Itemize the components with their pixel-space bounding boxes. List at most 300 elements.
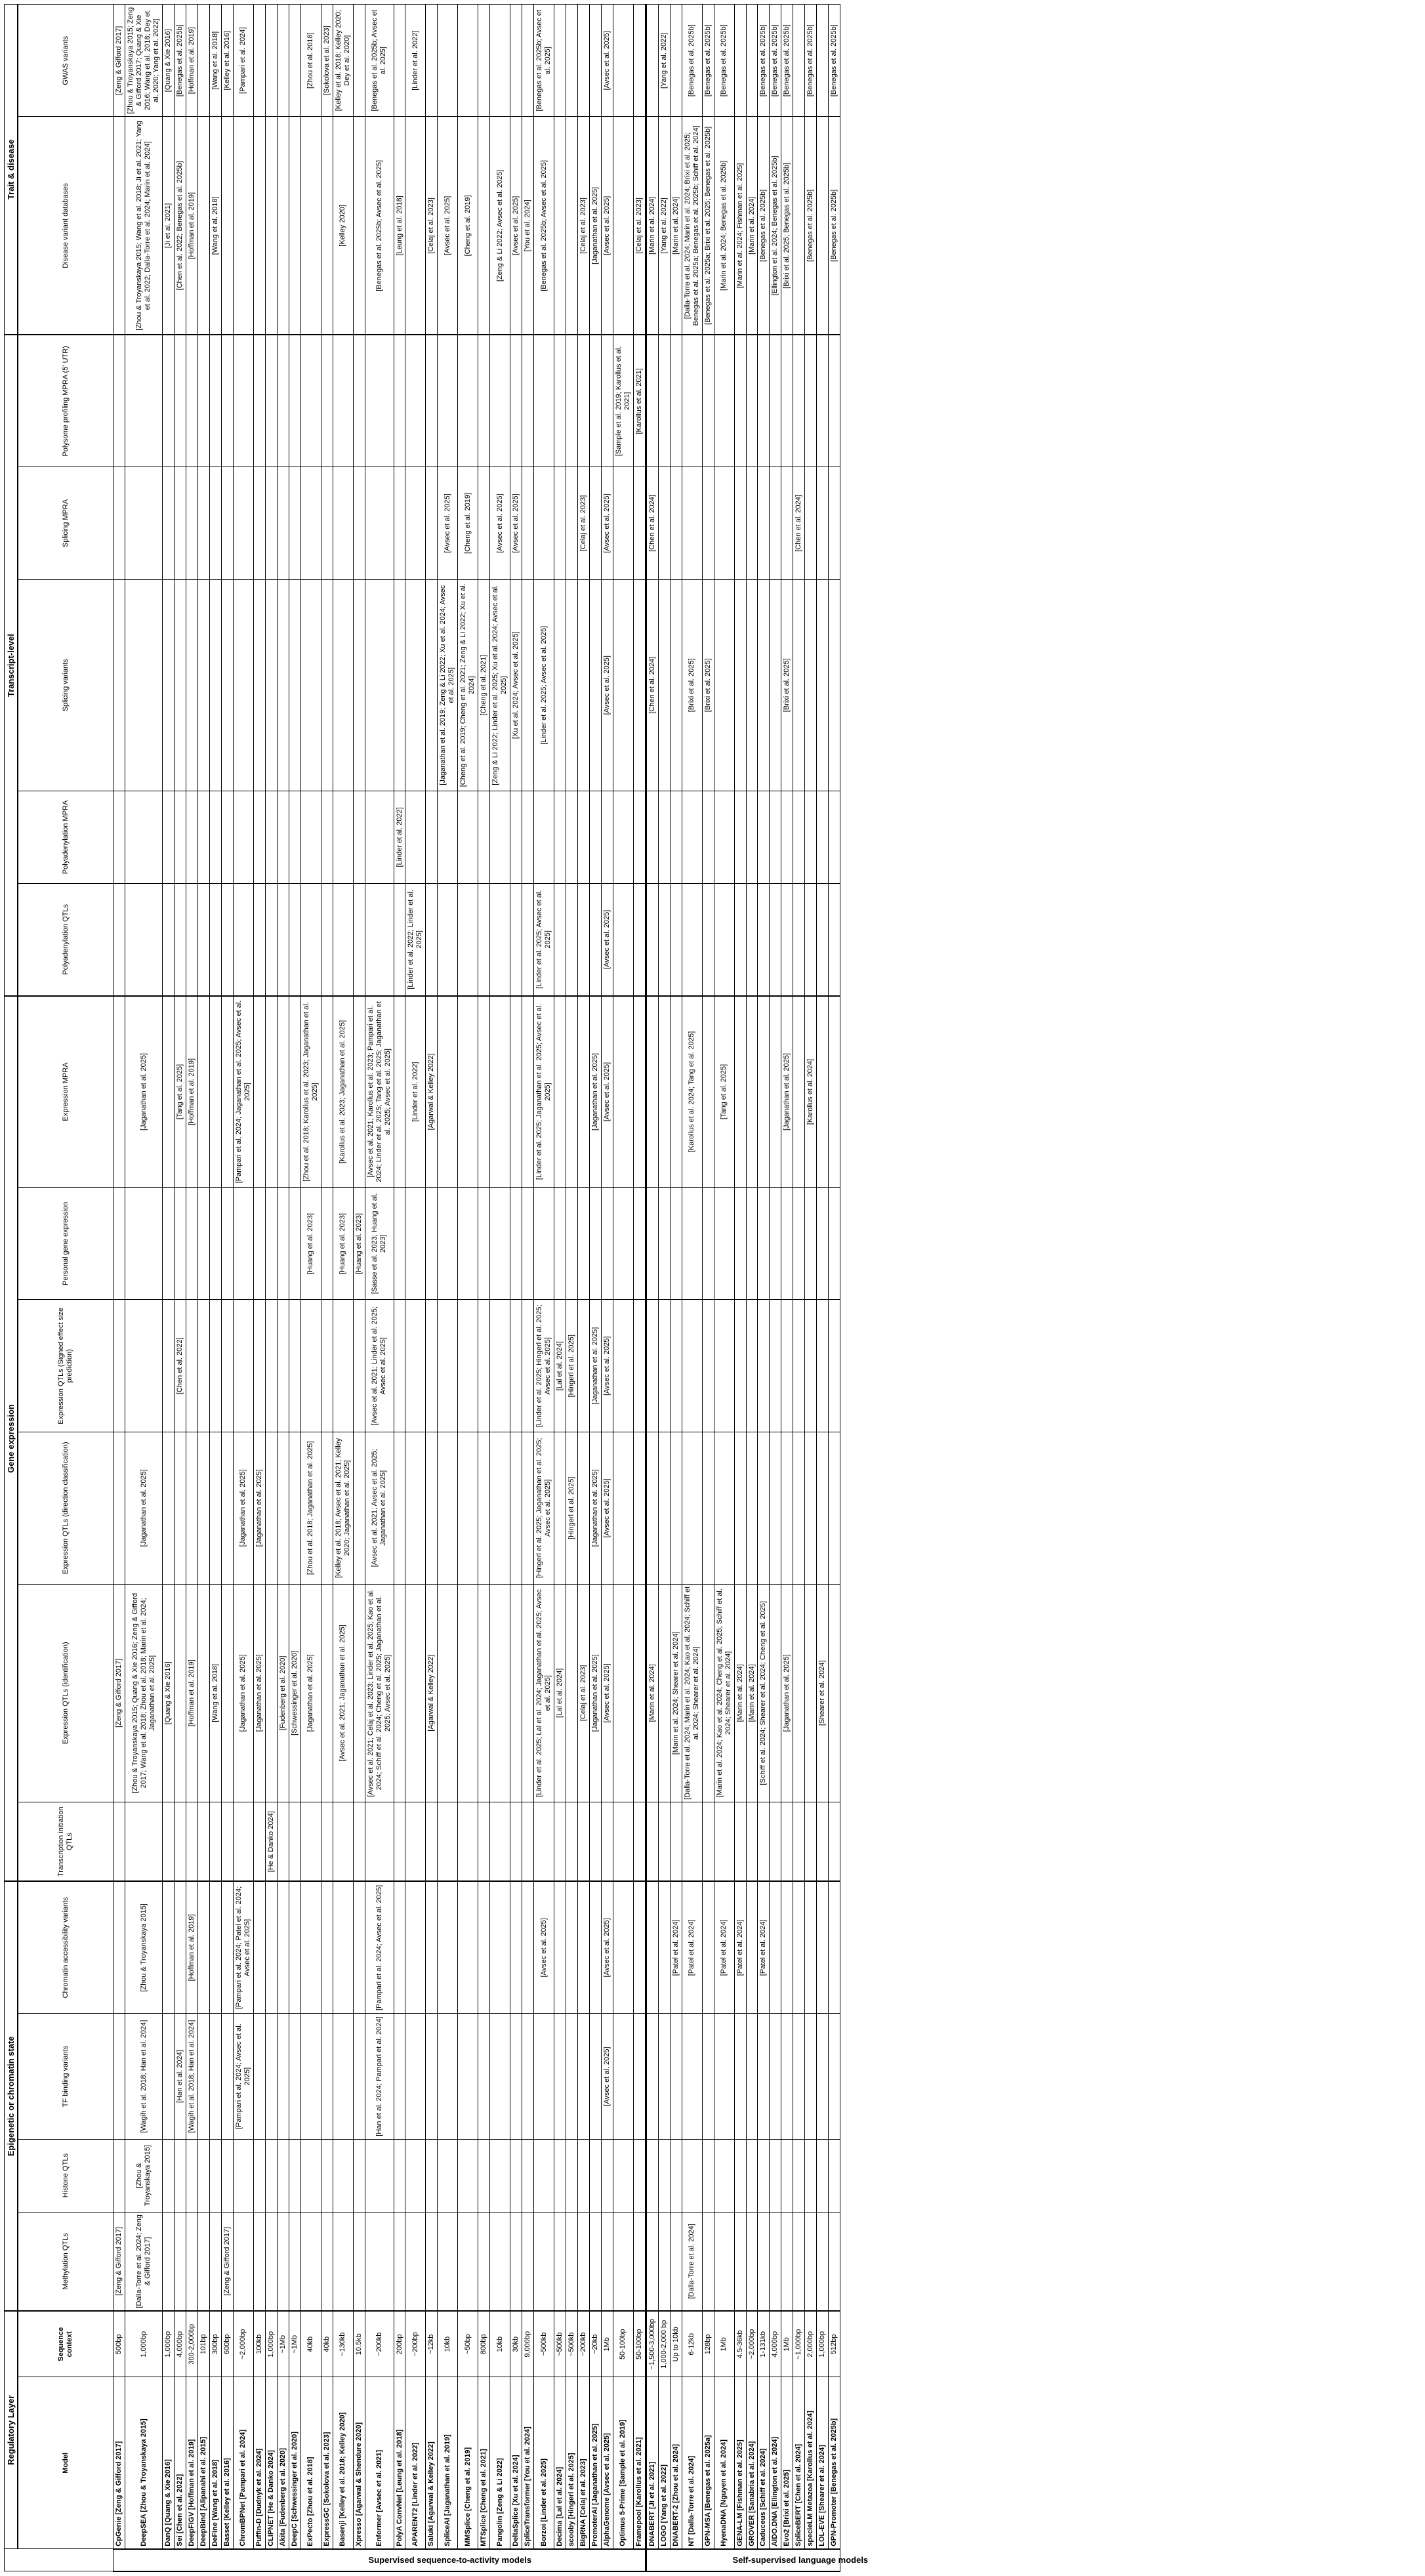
seq-context-cell: 300bp	[210, 2311, 222, 2377]
citation-cell	[758, 335, 770, 467]
citation-cell	[522, 2139, 534, 2212]
citation-cell	[781, 1432, 793, 1584]
model-name-cell: Pangolin [Zeng & Li 2022]	[490, 2377, 510, 2549]
citation-cell	[438, 1300, 458, 1432]
citation-cell: [Dalla-Torre et al. 2024]	[682, 2212, 702, 2311]
table-row	[534, 5, 554, 2572]
citation-cell	[770, 791, 781, 883]
citation-cell	[210, 2212, 222, 2311]
citation-cell	[577, 335, 589, 467]
citation-cell: [Pampari et al. 2024; Avsec et al. 2025]	[365, 1881, 394, 2013]
citation-cell	[534, 1188, 554, 1300]
citation-cell	[746, 5, 758, 117]
model-name-cell: GPN-Promoter [Benegas et al. 2025b]	[829, 2377, 840, 2549]
citation-cell	[829, 1432, 840, 1584]
column-header: Personal gene expression	[18, 1188, 114, 1300]
citation-cell: [Linder et al. 2025; Jaganathan et al. 2025; Avsec et al. 2025]	[534, 996, 554, 1188]
table-row	[702, 5, 714, 2572]
table-row	[714, 5, 734, 2572]
citation-cell	[277, 996, 289, 1188]
citation-cell	[633, 579, 646, 791]
citation-cell: [Avsec et al. 2025]	[601, 996, 613, 1188]
citation-cell: [Shearer et al. 2024]	[817, 1584, 829, 1802]
citation-cell	[613, 117, 633, 335]
citation-cell: [Wang et al. 2018]	[210, 1584, 222, 1802]
citation-cell: [Dalla-Torre et al. 2024; Marin et al. 2024; Brixi et al. 2025; Benegas et al. 2025a; Benegas et al. 2025b; Schiff et al. 2024]	[682, 117, 702, 335]
table-row	[394, 5, 405, 2572]
table-row	[353, 5, 365, 2572]
citation-cell: [Avsec et al. 2021; Jaganathan et al. 2025]	[333, 1584, 353, 1802]
seq-context-cell: ~2,000bp	[746, 2311, 758, 2377]
citation-cell	[633, 2212, 646, 2311]
citation-cell	[125, 1300, 163, 1432]
citation-cell	[817, 335, 829, 467]
citation-cell	[566, 2139, 578, 2212]
citation-cell	[490, 1300, 510, 1432]
column-header: Chromatin accessibility variants	[18, 1881, 114, 2013]
citation-cell	[300, 791, 321, 883]
citation-cell: [Linder et al. 2022]	[405, 996, 426, 1188]
citation-cell: [Quang & Xie 2016]	[163, 5, 175, 117]
citation-cell: [Jaganathan et al. 2019; Zeng & Li 2022; Xu et al. 2024; Avsec et al. 2025]	[438, 579, 458, 791]
citation-cell: [Jaganathan et al. 2025]	[300, 1584, 321, 1802]
seq-context-cell: ~1Mb	[289, 2311, 300, 2377]
seq-context-cell: 40kb	[321, 2311, 333, 2377]
seq-context-cell: 1-131kb	[758, 2311, 770, 2377]
citation-cell	[321, 2014, 333, 2139]
citation-cell	[793, 2139, 805, 2212]
model-name-cell: ExPecto [Zhou et al. 2018]	[300, 2377, 321, 2549]
citation-cell	[186, 2139, 198, 2212]
citation-cell	[770, 1300, 781, 1432]
table-row	[163, 5, 175, 2572]
citation-cell	[426, 883, 438, 995]
citation-cell	[394, 2139, 405, 2212]
citation-cell	[682, 335, 702, 467]
citation-cell	[253, 1300, 265, 1432]
citation-cell	[277, 791, 289, 883]
citation-cell	[781, 335, 793, 467]
table-row	[522, 5, 534, 2572]
citation-cell	[510, 335, 522, 467]
citation-cell	[300, 1802, 321, 1882]
citation-cell	[163, 2014, 175, 2139]
citation-cell	[233, 1300, 253, 1432]
citation-cell: [He & Danko 2024]	[265, 1802, 277, 1882]
citation-cell	[658, 1300, 670, 1432]
model-name-cell: AIDO.DNA [Ellington et al. 2024]	[770, 2377, 781, 2549]
citation-cell	[333, 791, 353, 883]
citation-cell	[805, 2139, 817, 2212]
citation-cell	[746, 1188, 758, 1300]
citation-cell	[125, 1188, 163, 1300]
citation-cell	[793, 1188, 805, 1300]
citation-cell	[577, 1300, 589, 1432]
citation-cell	[186, 1188, 198, 1300]
citation-cell	[198, 467, 210, 579]
citation-cell: [Avsec et al. 2025]	[601, 467, 613, 579]
citation-cell: [Agarwal & Kelley 2022]	[426, 996, 438, 1188]
citation-cell	[321, 1881, 333, 2013]
citation-cell	[253, 335, 265, 467]
column-header: Expression MPRA	[18, 996, 114, 1188]
table-row	[438, 5, 458, 2572]
citation-cell	[805, 1188, 817, 1300]
citation-cell: [Yang et al. 2022]	[658, 5, 670, 117]
citation-cell	[554, 2139, 566, 2212]
citation-cell	[633, 1584, 646, 1802]
citation-cell	[793, 1432, 805, 1584]
citation-cell	[633, 1802, 646, 1882]
citation-cell	[353, 883, 365, 995]
citation-cell	[670, 579, 682, 791]
seq-context-cell: 1,000-2,000 bp	[658, 2311, 670, 2377]
citation-cell: [Lal et al. 2024]	[554, 1584, 566, 1802]
citation-cell	[613, 1802, 633, 1882]
citation-cell	[554, 1432, 566, 1584]
citation-cell	[300, 1881, 321, 2013]
seq-context-cell: 101bp	[198, 2311, 210, 2377]
table-row	[478, 5, 490, 2572]
citation-cell: [Marin et al. 2024]	[746, 117, 758, 335]
model-name-cell: scooby [Hingerl et al. 2025]	[566, 2377, 578, 2549]
citation-cell	[577, 1802, 589, 1882]
citation-cell	[458, 1432, 478, 1584]
citation-cell	[566, 1802, 578, 1882]
citation-cell	[829, 1584, 840, 1802]
citation-cell	[646, 2014, 658, 2139]
column-header: Disease variant databases	[18, 117, 114, 335]
citation-cell	[163, 1300, 175, 1432]
citation-cell	[714, 2212, 734, 2311]
model-name-cell: ExpressGC [Sokolova et al. 2023]	[321, 2377, 333, 2549]
citation-cell: [Benegas et al. 2025b]	[714, 5, 734, 117]
citation-cell	[265, 1432, 277, 1584]
citation-cell	[817, 1802, 829, 1882]
seq-context-cell: 9,000bp	[522, 2311, 534, 2377]
citation-cell: [Brixi et al. 2025]	[682, 579, 702, 791]
citation-cell	[175, 883, 186, 995]
citation-cell	[353, 1584, 365, 1802]
citation-cell	[793, 579, 805, 791]
citation-cell	[589, 883, 601, 995]
citation-cell	[321, 117, 333, 335]
citation-cell	[426, 2212, 438, 2311]
citation-cell	[793, 883, 805, 995]
citation-cell	[829, 1802, 840, 1882]
model-name-cell: Framepool [Karollus et al. 2021]	[633, 2377, 646, 2549]
citation-cell	[125, 467, 163, 579]
citation-cell	[658, 883, 670, 995]
citation-cell	[770, 1432, 781, 1584]
citation-cell	[114, 1802, 125, 1882]
citation-cell	[289, 1432, 300, 1584]
citation-cell	[265, 5, 277, 117]
citation-cell	[114, 335, 125, 467]
citation-cell	[210, 579, 222, 791]
seq-context-cell: 200bp	[394, 2311, 405, 2377]
citation-cell	[734, 2139, 746, 2212]
seq-context-column-header: Sequence context	[18, 2311, 114, 2377]
citation-cell	[534, 1802, 554, 1882]
citation-cell	[646, 2139, 658, 2212]
citation-cell	[829, 2139, 840, 2212]
citation-cell: [Marin et al. 2024]	[670, 117, 682, 335]
table-row	[333, 5, 353, 2572]
citation-cell	[758, 2139, 770, 2212]
citation-cell	[405, 1802, 426, 1882]
table-row	[289, 5, 300, 2572]
citation-cell	[458, 1802, 478, 1882]
citation-cell: [Benegas et al. 2025b]	[805, 117, 817, 335]
citation-cell	[633, 5, 646, 117]
citation-cell	[438, 883, 458, 995]
seq-context-cell: 1,000bp	[163, 2311, 175, 2377]
model-name-cell: CLIPNET [He & Danko 2024]	[265, 2377, 277, 2549]
citation-cell	[289, 883, 300, 995]
citation-cell	[222, 1432, 234, 1584]
citation-cell: [Chen et al. 2022]	[175, 1300, 186, 1432]
model-name-cell: LOGO [Yang et al. 2022]	[658, 2377, 670, 2549]
citation-cell	[522, 883, 534, 995]
seq-context-cell: 10kb	[490, 2311, 510, 2377]
citation-cell	[405, 2014, 426, 2139]
citation-cell	[478, 2212, 490, 2311]
citation-cell	[353, 1300, 365, 1432]
citation-cell: [Jaganathan et al. 2025]	[125, 996, 163, 1188]
citation-cell	[333, 467, 353, 579]
citation-cell	[458, 1881, 478, 2013]
citation-cell	[577, 2139, 589, 2212]
group-gene-expression-header: Gene expression	[5, 996, 18, 1882]
citation-cell	[490, 335, 510, 467]
citation-cell	[770, 1188, 781, 1300]
citation-cell	[405, 1881, 426, 2013]
citation-cell	[277, 1881, 289, 2013]
seq-context-cell: ~20kb	[589, 2311, 601, 2377]
citation-cell	[566, 467, 578, 579]
seq-context-cell: 40kb	[300, 2311, 321, 2377]
citation-cell: [Jaganathan et al. 2025]	[781, 1584, 793, 1802]
citation-cell: [Quang & Xie 2016]	[163, 1584, 175, 1802]
citation-cell	[438, 5, 458, 117]
citation-cell	[265, 791, 277, 883]
seq-context-cell: ~500kb	[554, 2311, 566, 2377]
citation-cell	[210, 996, 222, 1188]
citation-cell	[646, 883, 658, 995]
citation-cell: [Avsec et al. 2025]	[601, 1300, 613, 1432]
citation-cell	[734, 5, 746, 117]
citation-cell	[829, 1300, 840, 1432]
citation-cell: [Marin et al. 2024; Kao et al. 2024; Cheng et al. 2025; Schiff et al. 2024; Shearer et al. 2024]	[714, 1584, 734, 1802]
citation-cell	[394, 996, 405, 1188]
citation-cell	[805, 335, 817, 467]
citation-cell	[554, 579, 566, 791]
citation-cell	[426, 467, 438, 579]
citation-cell: [Jaganathan et al. 2025]	[589, 1300, 601, 1432]
citation-cell	[566, 117, 578, 335]
seq-context-cell: 4.5-36kb	[734, 2311, 746, 2377]
citation-cell	[601, 2139, 613, 2212]
citation-cell	[510, 996, 522, 1188]
citation-cell: [Lal et al. 2024]	[554, 1300, 566, 1432]
citation-cell	[566, 2212, 578, 2311]
citation-cell	[353, 335, 365, 467]
seq-context-cell: ~12kb	[426, 2311, 438, 2377]
citation-cell: [Zhou et al. 2018; Karollus et al. 2023; Jaganathan et al. 2025]	[300, 996, 321, 1188]
citation-cell	[734, 791, 746, 883]
seq-context-cell: 1,000bp	[125, 2311, 163, 2377]
citation-cell	[658, 467, 670, 579]
table-row	[781, 5, 793, 2572]
citation-cell: [Jaganathan et al. 2025]	[233, 1584, 253, 1802]
citation-cell	[114, 117, 125, 335]
citation-cell	[734, 1188, 746, 1300]
seq-context-cell: 4,000bp	[175, 2311, 186, 2377]
citation-cell	[702, 791, 714, 883]
citation-cell	[554, 1802, 566, 1882]
citation-cell: [Karollus et al. 2023; Jaganathan et al. 2025]	[333, 996, 353, 1188]
citation-cell	[658, 1188, 670, 1300]
citation-cell	[277, 2139, 289, 2212]
citation-cell: [Avsec et al. 2025]	[601, 579, 613, 791]
citation-cell: [Kelley et al. 2018; Avsec et al. 2021; Kelley 2020; Jaganathan et al. 2025]	[333, 1432, 353, 1584]
citation-cell	[817, 1300, 829, 1432]
citation-cell	[289, 1802, 300, 1882]
citation-cell	[125, 579, 163, 791]
citation-cell	[589, 1802, 601, 1882]
model-name-cell: PolyA ConvNet [Leung et al. 2018]	[394, 2377, 405, 2549]
citation-cell	[163, 1802, 175, 1882]
citation-cell	[522, 2212, 534, 2311]
group-trait-disease-header: Trait & disease	[5, 5, 18, 335]
model-name-cell: SpliceAI [Jaganathan et al. 2019]	[438, 2377, 458, 2549]
citation-cell	[490, 1881, 510, 2013]
citation-cell	[438, 1188, 458, 1300]
citation-cell	[163, 1432, 175, 1584]
citation-cell	[817, 2212, 829, 2311]
citation-cell: [Schwessinger et al. 2020]	[289, 1584, 300, 1802]
table-row	[175, 5, 186, 2572]
citation-cell	[405, 2139, 426, 2212]
citation-cell	[522, 791, 534, 883]
citation-cell	[233, 1188, 253, 1300]
citation-cell	[566, 791, 578, 883]
citation-cell	[566, 883, 578, 995]
citation-cell	[353, 2212, 365, 2311]
citation-cell	[534, 335, 554, 467]
model-name-cell: specieLM Metazoa [Karollus et al. 2024]	[805, 2377, 817, 2549]
table-row	[770, 5, 781, 2572]
citation-cell: [Jaganathan et al. 2025]	[125, 1432, 163, 1584]
citation-cell	[438, 791, 458, 883]
citation-cell	[670, 335, 682, 467]
seq-context-cell: 512bp	[829, 2311, 840, 2377]
seq-context-cell: ~1Mb	[277, 2311, 289, 2377]
citation-cell	[490, 996, 510, 1188]
citation-cell	[365, 2139, 394, 2212]
citation-cell: [Benegas et al. 2025b]	[758, 117, 770, 335]
citation-cell	[198, 1300, 210, 1432]
table-row	[198, 5, 210, 2572]
seq-context-cell: 300-2,000bp	[186, 2311, 198, 2377]
seq-context-cell: 1,000bp	[265, 2311, 277, 2377]
citation-cell	[426, 2014, 438, 2139]
citation-cell: [Benegas et al. 2025b; Avsec et al. 2025]	[365, 117, 394, 335]
citation-cell	[333, 1881, 353, 2013]
citation-cell: [Pampari et al. 2024; Patel et al. 2024; Avsec et al. 2025]	[233, 1881, 253, 2013]
column-header: Polyadenylation MPRA	[18, 791, 114, 883]
citation-cell	[198, 1432, 210, 1584]
citation-cell	[265, 1881, 277, 2013]
citation-cell	[222, 791, 234, 883]
seq-context-cell: 128bp	[702, 2311, 714, 2377]
model-name-cell: DanQ [Quang & Xie 2016]	[163, 2377, 175, 2549]
table-row	[405, 5, 426, 2572]
citation-cell	[793, 2212, 805, 2311]
column-header: Splicing variants	[18, 579, 114, 791]
citation-cell	[114, 579, 125, 791]
citation-cell: [Patel et al. 2024]	[682, 1881, 702, 2013]
citation-cell	[566, 579, 578, 791]
citation-cell	[817, 467, 829, 579]
citation-cell	[793, 791, 805, 883]
citation-cell	[702, 2212, 714, 2311]
citation-cell: [Benegas et al. 2025b]	[829, 117, 840, 335]
table-row	[300, 5, 321, 2572]
citation-cell: [Linder et al. 2025; Hingerl et al. 2025; Avsec et al. 2025]	[534, 1300, 554, 1432]
citation-cell: [Zhou & Troyanskaya 2015; Quang & Xie 2016; Zeng & Gifford 2017; Wang et al. 2018; Zhou et al. 2018; Marin et al. 2024; Jaganathan et al. 2025]	[125, 1584, 163, 1802]
citation-cell: [Dalla-Torre et al. 2024; Marin et al. 2024; Kao et al. 2024; Schiff et al. 2024; Shearer et al. 2024]	[682, 1584, 702, 1802]
citation-cell	[186, 883, 198, 995]
model-name-cell: SpliceBERT [Chen et al. 2024]	[793, 2377, 805, 2549]
citation-cell	[438, 1881, 458, 2013]
citation-cell: [Avsec et al. 2025]	[601, 1432, 613, 1584]
citation-cell	[405, 335, 426, 467]
citation-cell	[817, 2139, 829, 2212]
citation-cell	[577, 1188, 589, 1300]
citation-cell	[353, 1432, 365, 1584]
citation-cell: [Pampari et al. 2024]	[233, 5, 253, 117]
citation-cell	[781, 2139, 793, 2212]
model-name-cell: Decima [Lal et al. 2024]	[554, 2377, 566, 2549]
citation-cell: [Benegas et al. 2025b]	[682, 5, 702, 117]
citation-cell	[577, 883, 589, 995]
citation-cell	[265, 883, 277, 995]
citation-cell	[577, 1432, 589, 1584]
citation-cell	[554, 335, 566, 467]
citation-cell	[114, 1881, 125, 2013]
citation-cell	[478, 1584, 490, 1802]
table-row	[746, 5, 758, 2572]
table-row	[793, 5, 805, 2572]
model-name-cell: NT [Dalla-Torre et al. 2024]	[682, 2377, 702, 2549]
citation-cell	[458, 2139, 478, 2212]
citation-cell	[198, 996, 210, 1188]
citation-cell	[646, 791, 658, 883]
citation-cell	[734, 335, 746, 467]
citation-cell	[289, 5, 300, 117]
citation-cell	[613, 579, 633, 791]
citation-cell: [Ellington et al. 2024; Benegas et al. 2025b]	[770, 117, 781, 335]
table-row	[426, 5, 438, 2572]
citation-cell	[163, 1881, 175, 2013]
regulatory-variant-model-table	[4, 4, 869, 2572]
citation-cell	[405, 117, 426, 335]
citation-cell	[490, 5, 510, 117]
citation-cell	[478, 1802, 490, 1882]
citation-cell: [Zeng & Li 2022; Avsec et al. 2025]	[490, 117, 510, 335]
